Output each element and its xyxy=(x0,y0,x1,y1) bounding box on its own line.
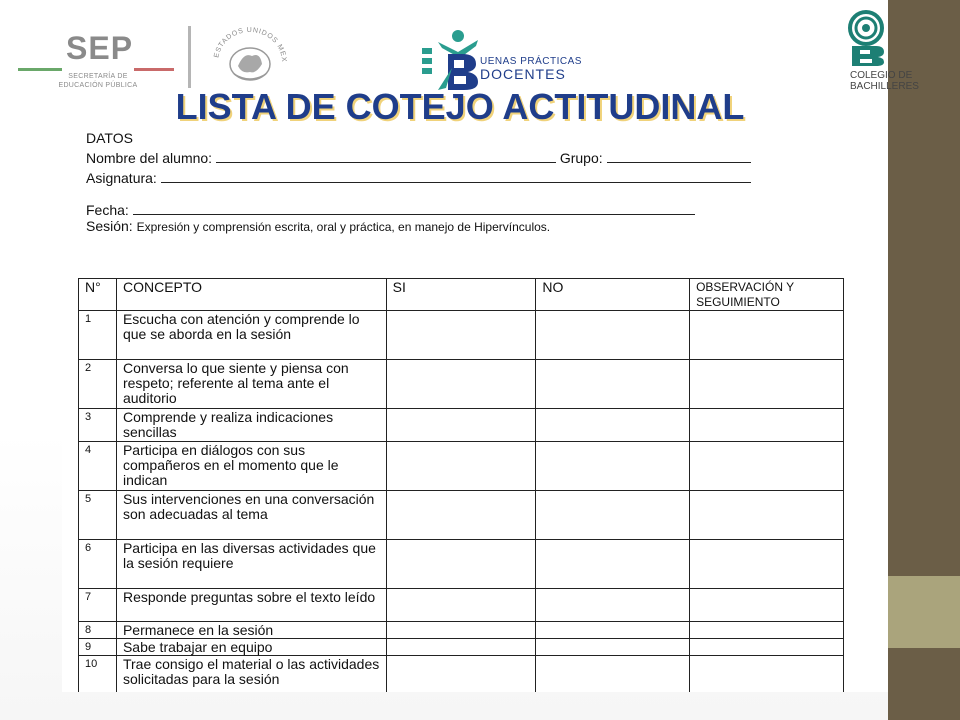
row-concepto: Sus intervenciones en una conversación son adecuadas al tema xyxy=(116,491,386,540)
sep-subtitle-line2: EDUCACIÓN PÚBLICA xyxy=(58,82,138,89)
asignatura-label: Asignatura: xyxy=(86,170,157,186)
sesion-value: Expresión y comprensión escrita, oral y práctica, en manejo de Hipervínculos. xyxy=(136,220,551,234)
row-si-cell xyxy=(386,656,536,693)
header-si: SI xyxy=(386,279,536,311)
checklist-form xyxy=(62,130,888,692)
row-no-cell xyxy=(536,540,690,589)
row-si-cell xyxy=(386,639,536,656)
nombre-row xyxy=(86,150,751,166)
side-accent-block xyxy=(888,576,960,648)
row-si-cell xyxy=(386,360,536,409)
row-number: 9 xyxy=(79,639,117,656)
row-observacion-cell xyxy=(690,540,844,589)
mexican-seal-icon xyxy=(208,22,292,88)
row-si-cell xyxy=(386,622,536,639)
logo-divider xyxy=(188,26,191,88)
grupo-label: Grupo: xyxy=(559,150,603,166)
row-number: 5 xyxy=(79,491,117,540)
fecha-row xyxy=(86,202,695,218)
sep-logo xyxy=(18,30,178,92)
sep-logo-green-bar xyxy=(18,68,62,71)
row-observacion-cell xyxy=(690,656,844,693)
bpd-figure-icon xyxy=(418,28,480,90)
row-number: 3 xyxy=(79,409,117,442)
grupo-line xyxy=(607,151,751,163)
nombre-label: Nombre del alumno: xyxy=(86,150,213,166)
row-si-cell xyxy=(386,491,536,540)
row-si-cell xyxy=(386,409,536,442)
row-no-cell xyxy=(536,442,690,491)
sep-subtitle-line1: SECRETARÍA DE xyxy=(68,73,128,80)
table-row xyxy=(79,311,844,360)
row-no-cell xyxy=(536,360,690,409)
table-row xyxy=(79,409,844,442)
asignatura-row xyxy=(86,170,751,186)
row-number: 8 xyxy=(79,622,117,639)
row-concepto: Escucha con atención y comprende lo que se aborda en la sesión xyxy=(116,311,386,360)
sep-logo-red-bar xyxy=(134,68,174,71)
row-observacion-cell xyxy=(690,639,844,656)
buenas-practicas-docentes-logo xyxy=(418,28,598,90)
header-observacion: OBSERVACIÓN Y SEGUIMIENTO xyxy=(690,279,844,311)
datos-heading: DATOS xyxy=(86,130,133,146)
row-number: 6 xyxy=(79,540,117,589)
row-observacion-cell xyxy=(690,589,844,622)
row-number: 7 xyxy=(79,589,117,622)
row-observacion-cell xyxy=(690,311,844,360)
row-no-cell xyxy=(536,409,690,442)
row-number: 1 xyxy=(79,311,117,360)
row-concepto: Trae consigo el material o las actividades solicitadas para la sesión xyxy=(116,656,386,693)
row-concepto: Comprende y realiza indicaciones sencillas xyxy=(116,409,386,442)
svg-text:ESTADOS UNIDOS MEXICANOS: ESTADOS UNIDOS MEX xyxy=(213,26,288,63)
checklist-table xyxy=(78,278,844,692)
table-row xyxy=(79,639,844,656)
row-observacion-cell xyxy=(690,360,844,409)
table-header-row xyxy=(79,279,844,311)
row-no-cell xyxy=(536,639,690,656)
row-observacion-cell xyxy=(690,622,844,639)
table-row xyxy=(79,491,844,540)
row-si-cell xyxy=(386,540,536,589)
row-concepto: Participa en diálogos con sus compañeros en el momento que le indican xyxy=(116,442,386,491)
header-no: NO xyxy=(536,279,690,311)
table-row xyxy=(79,622,844,639)
row-number: 4 xyxy=(79,442,117,491)
table-row xyxy=(79,589,844,622)
table-row xyxy=(79,360,844,409)
asignatura-line xyxy=(161,171,751,183)
row-number: 2 xyxy=(79,360,117,409)
row-si-cell xyxy=(386,442,536,491)
row-no-cell xyxy=(536,589,690,622)
row-si-cell xyxy=(386,311,536,360)
bpd-logo-bottom-text: DOCENTES xyxy=(480,66,566,82)
header-concepto: CONCEPTO xyxy=(116,279,386,311)
row-no-cell xyxy=(536,622,690,639)
sesion-row xyxy=(86,218,550,234)
sep-logo-word: SEP xyxy=(66,30,134,66)
slide-title: LISTA DE COTEJO ACTITUDINAL xyxy=(175,86,745,127)
table-row xyxy=(79,442,844,491)
table-row xyxy=(79,540,844,589)
row-concepto: Permanece en la sesión xyxy=(116,622,386,639)
fecha-label: Fecha: xyxy=(86,202,129,218)
row-observacion-cell xyxy=(690,442,844,491)
row-concepto: Sabe trabajar en equipo xyxy=(116,639,386,656)
header-number: N° xyxy=(79,279,117,311)
row-no-cell xyxy=(536,656,690,693)
bpd-logo-top-text: UENAS PRÁCTICAS xyxy=(480,56,582,67)
row-concepto: Conversa lo que siente y piensa con respeto; referente al tema ante el auditorio xyxy=(116,360,386,409)
row-si-cell xyxy=(386,589,536,622)
cob-spiral-icon xyxy=(846,10,886,66)
sesion-label: Sesión: xyxy=(86,218,133,234)
cob-logo-text: COLEGIO DE BACHILLERES xyxy=(850,70,919,92)
row-no-cell xyxy=(536,311,690,360)
row-observacion-cell xyxy=(690,491,844,540)
row-concepto: Participa en las diversas actividades que la sesión requiere xyxy=(116,540,386,589)
row-number: 10 xyxy=(79,656,117,693)
row-concepto: Responde preguntas sobre el texto leído xyxy=(116,589,386,622)
nombre-line xyxy=(216,151,556,163)
table-row xyxy=(79,656,844,693)
fecha-line xyxy=(133,203,695,215)
row-observacion-cell xyxy=(690,409,844,442)
row-no-cell xyxy=(536,491,690,540)
